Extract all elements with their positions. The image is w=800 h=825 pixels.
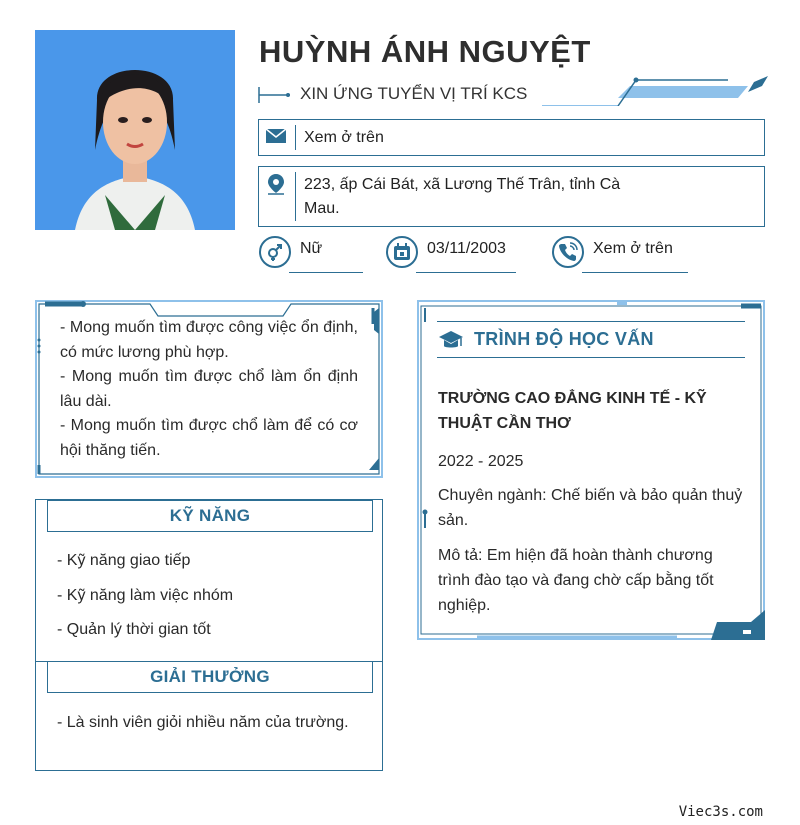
awards-title: GIẢI THƯỞNG: [47, 661, 373, 693]
education-description: Mô tả: Em hiện đã hoàn thành chương trình đào tạo và đang chờ cấp bằng tốt nghiệp.: [438, 547, 714, 614]
skills-list: [57, 552, 233, 656]
candidate-name: HUỲNH ÁNH NGUYỆT: [259, 34, 591, 69]
email-field: [258, 119, 765, 156]
objective-line: - Mong muốn tìm được chổ làm để có cơ hội thăng tiến.: [60, 417, 358, 459]
calendar-icon: [386, 236, 418, 268]
gender-item: [259, 234, 369, 276]
education-entry: [438, 386, 744, 618]
location-pin-icon: [265, 173, 289, 195]
objective-line: - Mong muốn tìm được chổ làm ổn định lâu dài.: [60, 368, 358, 410]
phone-item: [552, 234, 692, 276]
skills-title: KỸ NĂNG: [47, 500, 373, 532]
profile-photo: [35, 30, 235, 230]
birthday-item: [386, 234, 516, 276]
position-row: [258, 84, 778, 108]
skill-item: - Quản lý thời gian tốt: [57, 621, 211, 638]
awards-section: [35, 661, 383, 771]
skills-section: [35, 499, 383, 662]
award-item: - Là sinh viên giỏi nhiều năm của trường.: [57, 714, 349, 731]
school-name: TRƯỜNG CAO ĐẲNG KINH TẾ - KỸ THUẬT CẦN THƠ: [438, 390, 707, 432]
objective-line: - Mong muốn tìm được công việc ổn định, có mức lương phù hợp.: [60, 319, 358, 361]
gender-icon: [259, 236, 291, 268]
study-period: 2022 - 2025: [438, 453, 524, 470]
education-title: TRÌNH ĐỘ HỌC VẤN: [474, 329, 654, 349]
envelope-icon: [265, 126, 289, 148]
birthday-value: 03/11/2003: [427, 240, 506, 257]
address-value: 223, ấp Cái Bát, xã Lương Thế Trân, tỉnh Cà Mau.: [304, 176, 621, 217]
applied-position: XIN ỨNG TUYỂN VỊ TRÍ KCS: [300, 84, 528, 103]
skill-item: - Kỹ năng giao tiếp: [57, 552, 191, 569]
skill-item: - Kỹ năng làm việc nhóm: [57, 586, 234, 604]
email-value: Xem ở trên: [304, 129, 384, 146]
major: Chuyên ngành: Chế biến và bảo quản thuỷ sản.: [438, 487, 743, 529]
phone-icon: [552, 236, 584, 268]
address-field: [258, 166, 765, 227]
watermark: Viec3s.com: [678, 804, 763, 820]
gender-value: Nữ: [300, 240, 323, 257]
phone-value: Xem ở trên: [593, 240, 673, 257]
objective-text: [60, 316, 358, 464]
graduation-cap-icon: [438, 329, 464, 358]
